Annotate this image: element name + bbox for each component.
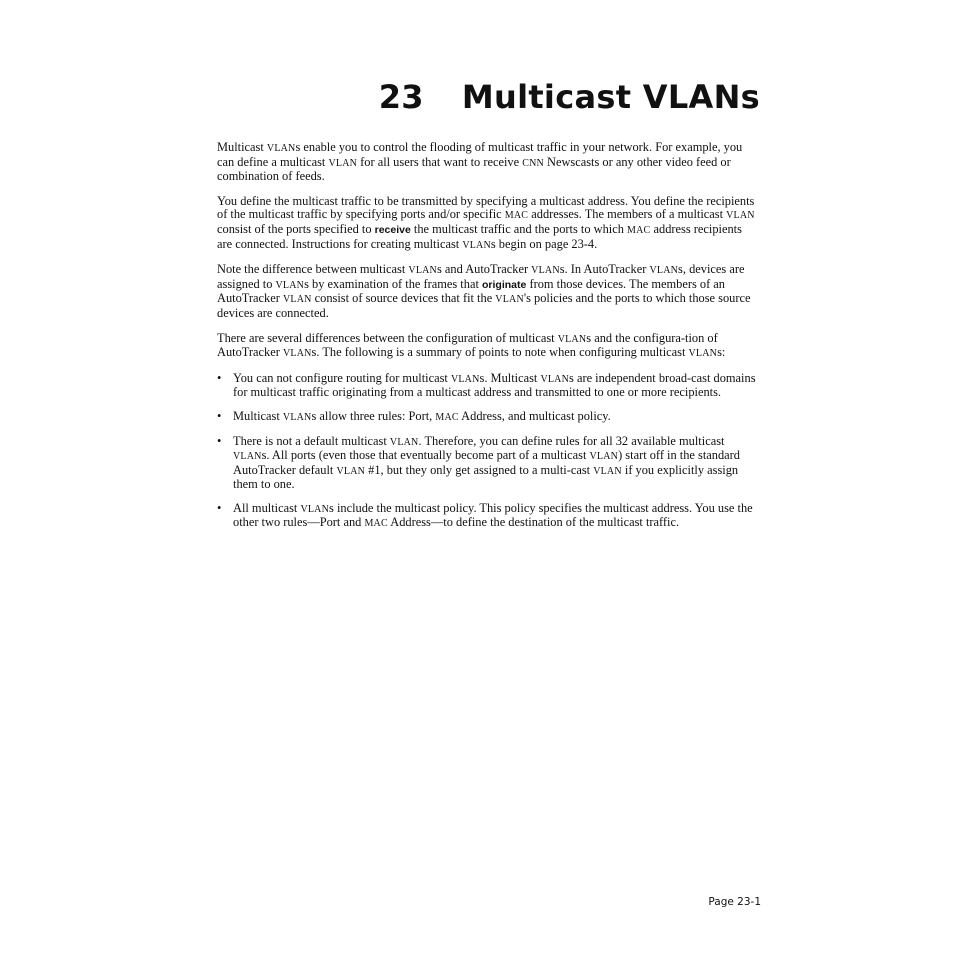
bullet-marker: •	[217, 370, 222, 385]
acronym: MAC	[627, 224, 651, 236]
bullet-item-routing	[217, 372, 757, 400]
text-run: There are several differences between the configuration of multicast	[217, 330, 558, 345]
text-run: There is not a default multicast	[233, 433, 390, 448]
text-run: s, devices are assigned to	[217, 262, 745, 291]
chapter-number: 23	[378, 78, 424, 116]
acronym: VLAN	[557, 333, 587, 345]
text-run: addresses. The members of a multicast	[528, 207, 727, 222]
acronym: CNN	[522, 157, 544, 169]
bullet-item-rules	[217, 410, 757, 425]
text-run: consist of source devices that fit the	[311, 291, 496, 306]
text-run: s:	[717, 345, 726, 360]
acronym: VLAN	[726, 210, 755, 222]
text-run: All multicast	[233, 500, 301, 515]
text-run: consist of the ports specified to	[217, 221, 375, 236]
acronym: VLAN	[300, 503, 330, 515]
text-run: s. In AutoTracker	[559, 262, 650, 277]
text-run: s allow three rules: Port,	[311, 408, 436, 423]
text-run: for all users that want to receive	[357, 154, 523, 169]
paragraph-difference	[217, 263, 757, 320]
acronym: VLAN	[649, 265, 679, 277]
text-run: You can not configure routing for multicast	[233, 370, 451, 385]
text-run: s. Multicast	[479, 370, 541, 385]
acronym: VLAN	[282, 411, 312, 423]
text-run: s enable you to control the flooding of multicast traffic in your network. For example, you can define a multicast	[217, 140, 743, 169]
text-run: s by examination of the frames that	[304, 276, 482, 291]
acronym: VLAN	[233, 451, 262, 463]
text-run: s include the multicast policy. This policy specifies the multicast address. You use the other two rules—Port and	[233, 500, 753, 530]
text-run: if you explicitly assign them to one.	[233, 462, 739, 492]
bullet-marker: •	[217, 433, 222, 448]
acronym: VLAN	[408, 265, 437, 277]
text-run: s and AutoTracker	[436, 262, 532, 277]
acronym: VLAN	[462, 239, 491, 251]
acronym: VLAN	[495, 294, 524, 306]
bullet-item-default-vlan	[217, 435, 757, 492]
paragraph-intro	[217, 141, 757, 184]
acronym: MAC	[504, 210, 529, 222]
text-run: s begin on page 23-4.	[490, 236, 598, 251]
acronym: VLAN	[275, 279, 305, 291]
text-run: Newscasts or any other video feed or combination of feeds.	[217, 154, 731, 184]
chapter-heading	[0, 78, 760, 116]
acronym: VLAN	[266, 143, 296, 154]
text-run: from those devices. The members of an AutoTracker	[217, 276, 725, 306]
text-run: s are independent broad-cast domains for multicast traffic originating from a multicast address and transmitted to one or more recipients.	[233, 370, 756, 400]
body-text	[217, 141, 757, 541]
text-run: Note the difference between multicast	[217, 262, 409, 277]
acronym: VLAN	[282, 294, 312, 306]
summary-bullet-list	[217, 372, 757, 531]
text-run: . Therefore, you can define rules for all 32 available multicast	[418, 433, 725, 448]
text-run: Multicast	[217, 140, 267, 154]
acronym: VLAN	[282, 348, 312, 360]
keyword: originate	[482, 278, 527, 291]
bullet-item-policy	[217, 502, 757, 531]
text-run: You define the multicast traffic to be transmitted by specifying a multicast address. You define the recipients of the multicast traffic by specifying ports and/or specific	[217, 193, 755, 222]
text-run: the multicast traffic and the ports to which	[410, 221, 628, 236]
text-run: ) start off in the standard AutoTracker default	[233, 448, 740, 477]
paragraph-summary-intro	[217, 332, 757, 361]
acronym: VLAN	[336, 465, 366, 477]
acronym: MAC	[435, 411, 459, 423]
text-run: Address, and multicast policy.	[458, 408, 611, 423]
page-number: Page 23-1	[708, 896, 761, 908]
bullet-marker: •	[217, 408, 222, 423]
acronym: VLAN	[328, 157, 358, 169]
acronym: VLAN	[450, 373, 480, 385]
text-run: s. The following is a summary of points to note when configuring multicast	[311, 345, 689, 360]
text-run: address recipients are connected. Instructions for creating multicast	[217, 221, 742, 251]
text-run: #1, but they only get assigned to a multi-cast	[365, 462, 594, 477]
acronym: VLAN	[593, 465, 622, 477]
text-run: s and the configura-tion of AutoTracker	[217, 330, 718, 360]
text-run: Multicast	[233, 408, 283, 423]
text-run: Address—to define the destination of the multicast traffic.	[387, 515, 680, 530]
text-run: s. All ports (even those that eventually become part of a multicast	[261, 448, 590, 463]
acronym: VLAN	[531, 265, 560, 277]
text-run: 's policies and the ports to which those source devices are connected.	[217, 291, 751, 320]
paragraph-define-traffic	[217, 195, 757, 252]
acronym: VLAN	[688, 348, 718, 360]
keyword: receive	[374, 223, 411, 236]
bullet-marker: •	[217, 500, 222, 515]
chapter-title: Multicast VLANs	[461, 78, 760, 116]
acronym: VLAN	[389, 436, 419, 448]
acronym: VLAN	[540, 373, 570, 385]
acronym: MAC	[364, 518, 388, 530]
acronym: VLAN	[589, 451, 619, 463]
